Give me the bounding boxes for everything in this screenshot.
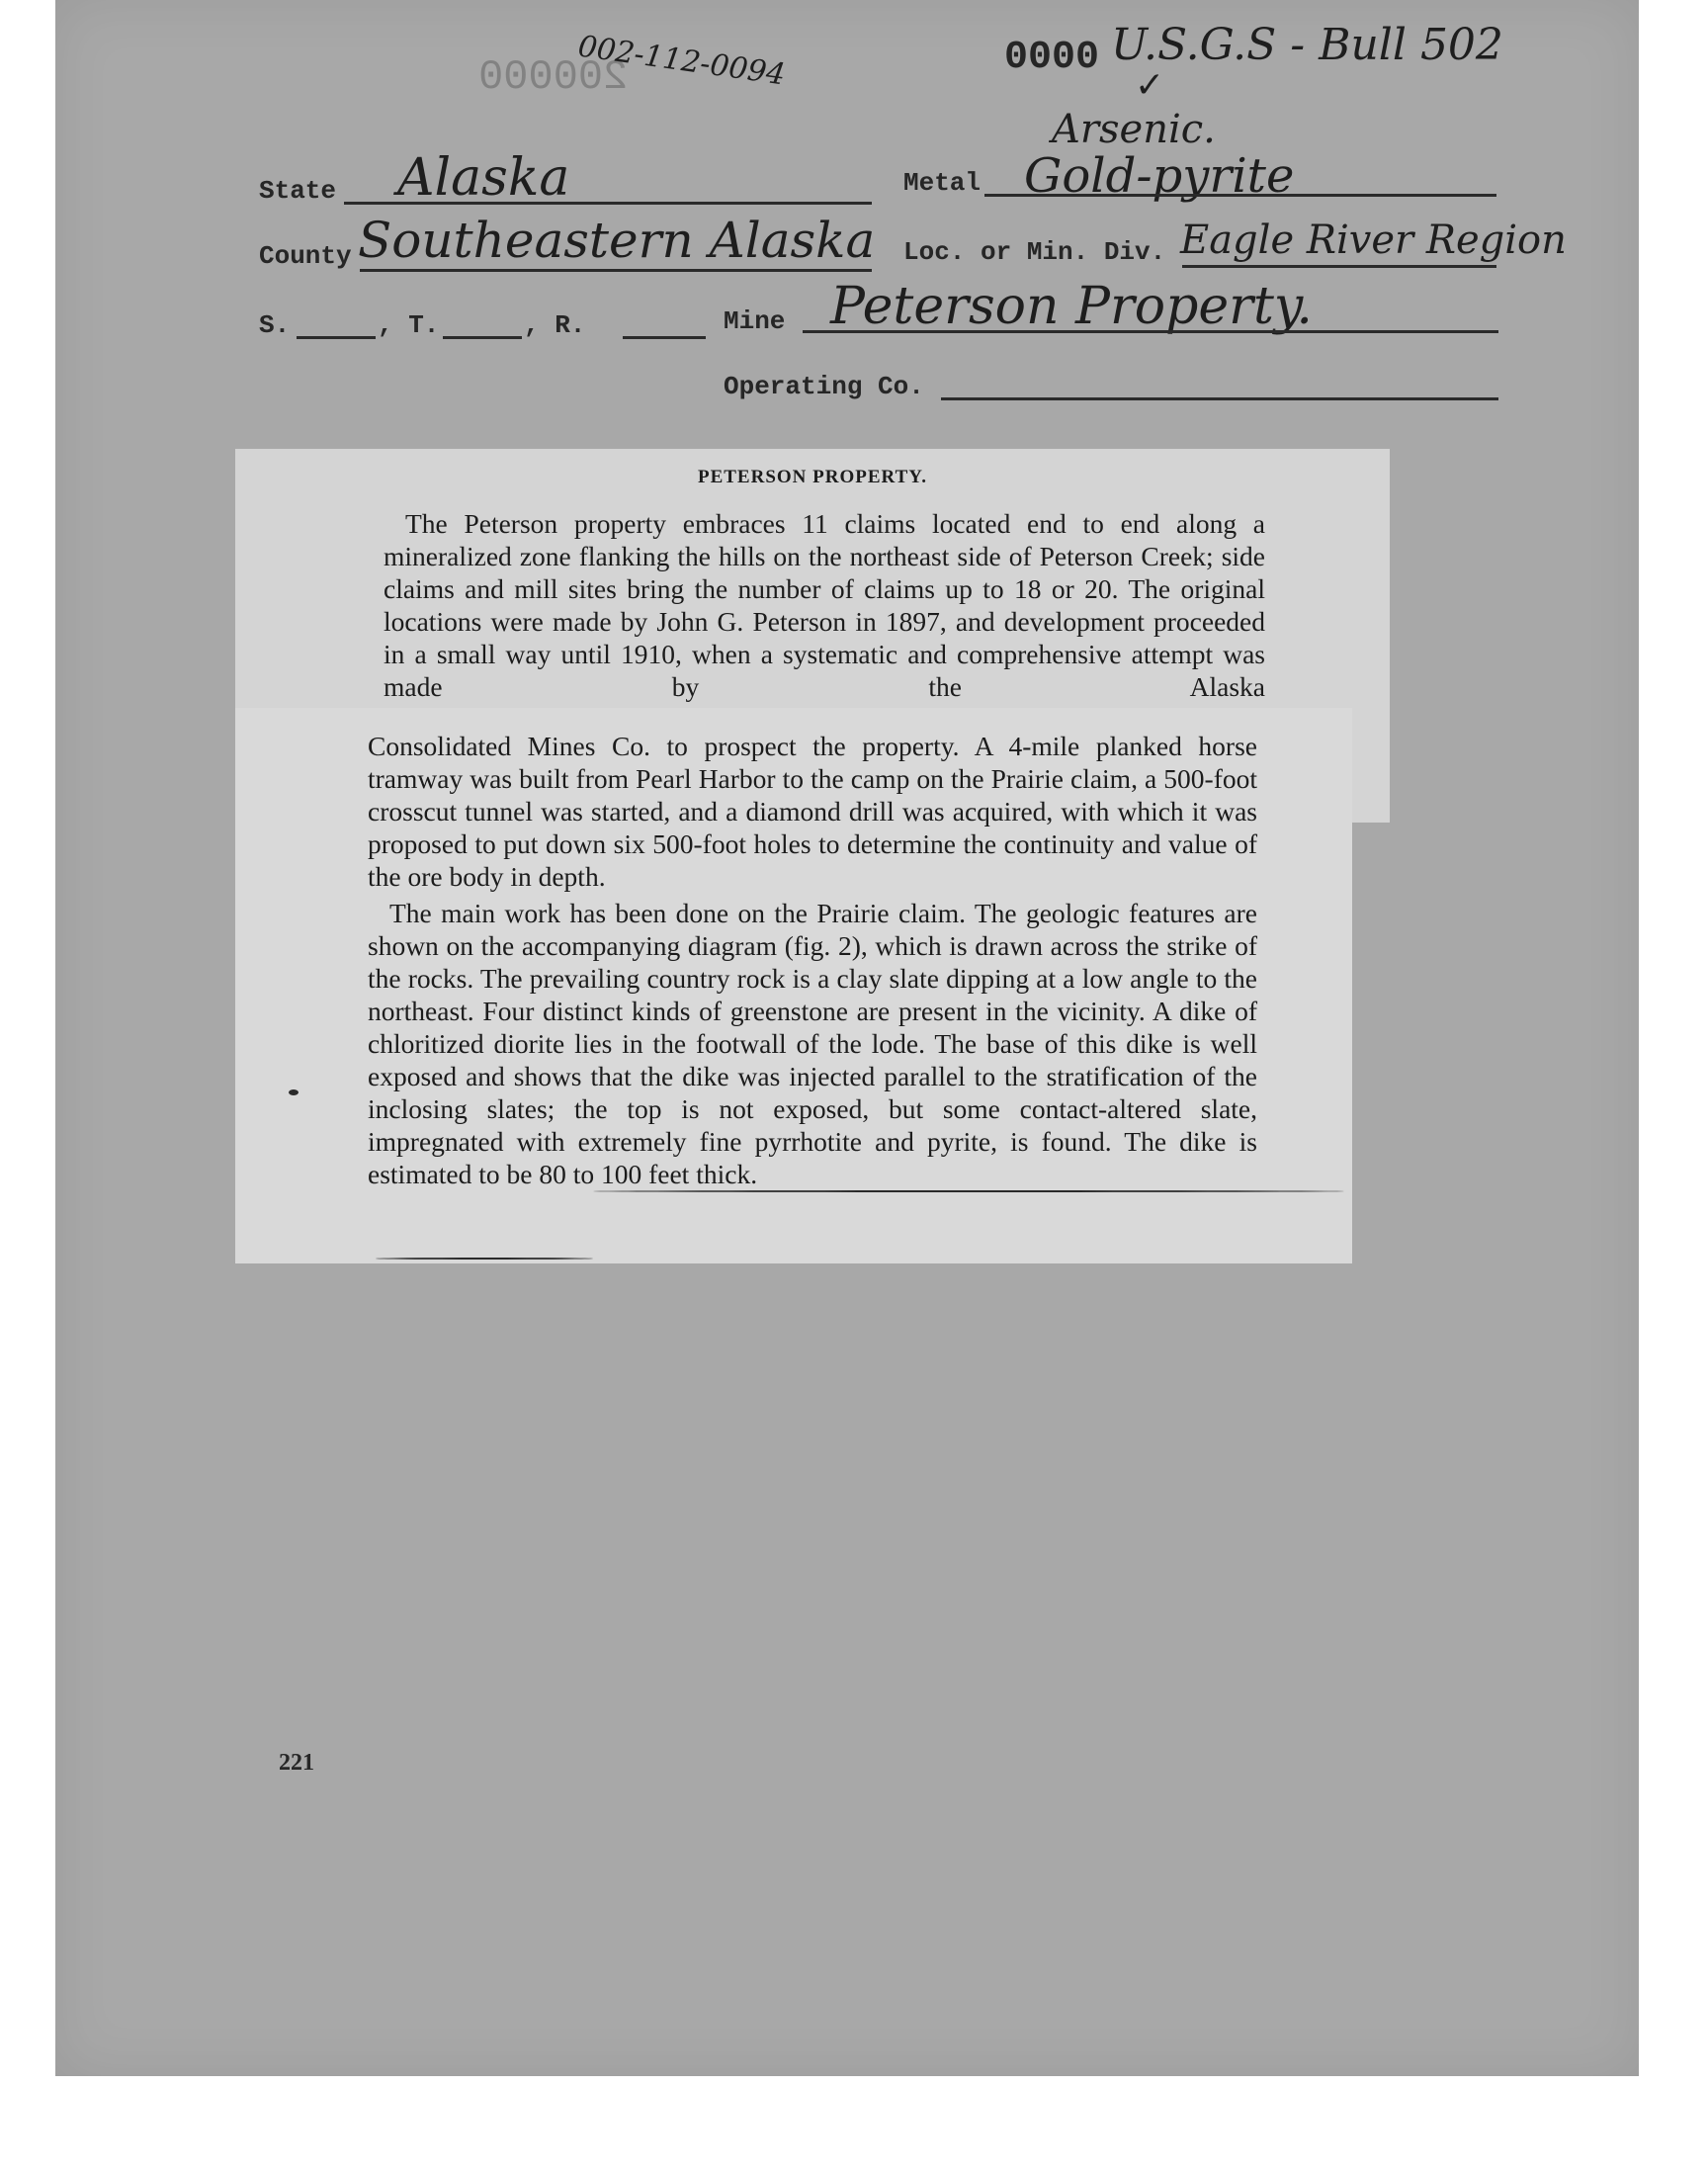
mine-value: Peterson Property. bbox=[830, 277, 1313, 336]
mine-label: Mine bbox=[724, 306, 786, 336]
loc-value: Eagle River Region bbox=[1180, 218, 1567, 263]
checkmark: ✓ bbox=[1135, 65, 1165, 106]
clipping-paragraph-2: The main work has been done on the Prairie claim. The geologic features are shown on the accompanying diagram (fig. 2), which is drawn across the strike of the rocks. The prevailing country rock is a clay slate dipping at a low angle to the northeast. Four distinct kinds of greenstone are present in the vicinity. A dike of chloritized diorite lies in the footwall of the lode. The base of this dike is well exposed and shows that the dike was injected parallel to the stratification of the inclosing slates; the top is not exposed, but some contact-altered slate, impregnated with extremely fine pyrrhotite and pyrite, is found. The dike is estimated to be 80 to 100 feet thick. bbox=[368, 898, 1257, 1189]
county-value: Southeastern Alaska bbox=[358, 212, 876, 269]
range-underline bbox=[623, 336, 706, 339]
pen-underline-long bbox=[593, 1190, 1344, 1192]
margin-mark bbox=[289, 1089, 299, 1095]
stamp-number: 0000 bbox=[1004, 36, 1100, 80]
range-label: , R. bbox=[524, 310, 586, 340]
county-label: County bbox=[259, 241, 352, 271]
mine-underline bbox=[803, 330, 1498, 333]
section-label: S. bbox=[259, 310, 291, 340]
county-underline bbox=[360, 269, 872, 272]
bulletin-reference: U.S.G.S - Bull 502 bbox=[1111, 20, 1503, 70]
township-underline bbox=[443, 336, 522, 339]
loc-label: Loc. or Min. Div. bbox=[903, 237, 1166, 267]
operating-underline bbox=[941, 397, 1498, 400]
clipping-paragraph-1a: The Peterson property embraces 11 claims located end to end along a mineralized zone flanking the hills on the northeast side of Peterson Creek; side claims and mill sites bring the number of claims up to 18 or 20. The original locations were made by John G. Peterson in 1897, and development proceeded in a small way until 1910, when a systematic and comprehensive attempt was made by the Alaska bbox=[384, 508, 1265, 702]
state-underline bbox=[344, 202, 872, 205]
clipping-heading: PETERSON PROPERTY. bbox=[697, 467, 927, 487]
clipping-paragraph-1b: Consolidated Mines Co. to prospect the property. A 4-mile planked horse tramway was built from Pearl Harbor to the camp on the Prairie claim, a 500-foot crosscut tunnel was started, and a diamond drill was acquired, with which it was proposed to put down six 500-foot holes to determine the continuity and value of the ore body in depth. bbox=[368, 731, 1257, 892]
clipping-bottom bbox=[235, 708, 1352, 1263]
faint-stamp: 200000 bbox=[478, 53, 629, 101]
operating-label: Operating Co. bbox=[724, 372, 924, 401]
file-number: 002-112-0094 bbox=[575, 29, 788, 93]
township-label: , T. bbox=[378, 310, 440, 340]
pen-underline bbox=[376, 1258, 593, 1260]
section-underline bbox=[297, 336, 376, 339]
state-value: Alaska bbox=[397, 148, 570, 208]
metal-value: Gold-pyrite bbox=[1024, 148, 1295, 204]
loc-underline bbox=[1182, 265, 1496, 268]
metal-underline bbox=[984, 194, 1496, 197]
metal-note: Arsenic. bbox=[1052, 107, 1216, 152]
metal-label: Metal bbox=[903, 168, 982, 198]
state-label: State bbox=[259, 176, 337, 206]
page-number: 221 bbox=[279, 1750, 314, 1776]
